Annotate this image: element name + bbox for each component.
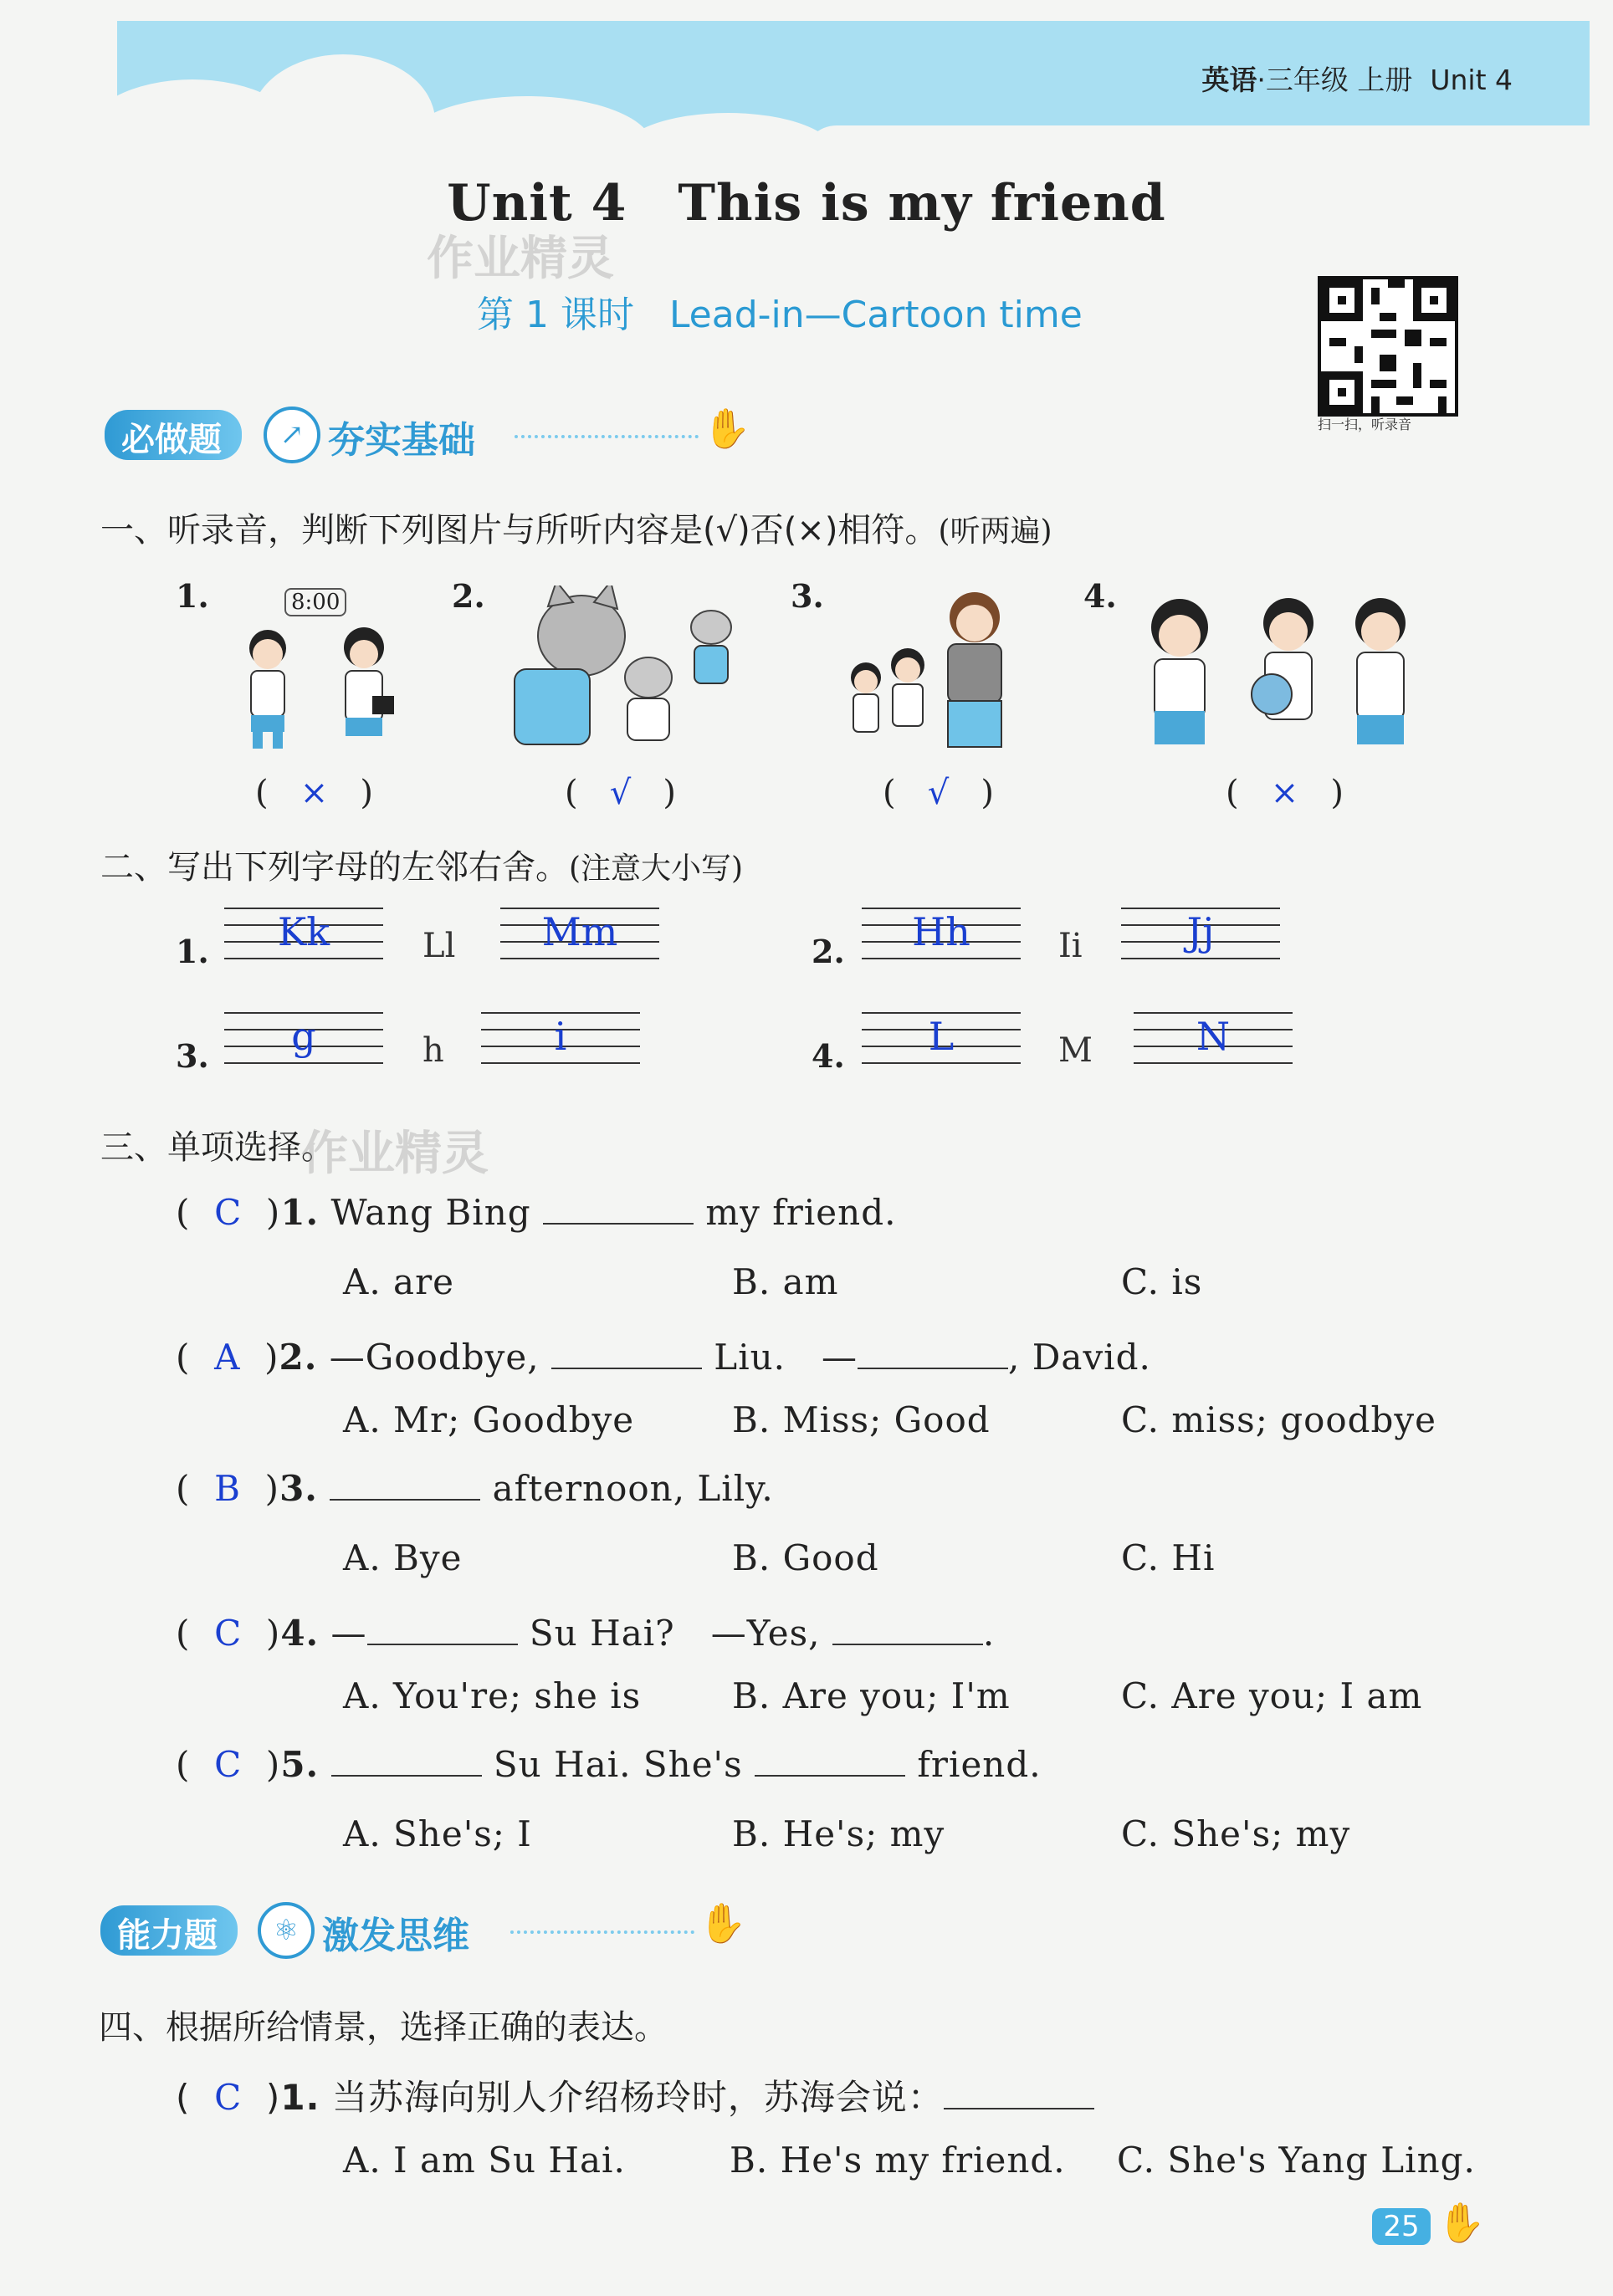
given-letter: Ll: [422, 927, 456, 965]
subject-label: 英语: [1201, 64, 1257, 96]
three-children-illustration: [1129, 586, 1439, 753]
answer-mark: √: [609, 774, 632, 812]
option-a[interactable]: A. Mr; Goodbye: [343, 1399, 635, 1440]
answer-blank[interactable]: [858, 1339, 1008, 1369]
answer-mark: ×: [300, 774, 329, 812]
item-number: 2.: [812, 933, 845, 970]
item-number: 2.: [279, 1337, 318, 1378]
ok-hand-icon: ✋: [1437, 2200, 1486, 2245]
writing-lines[interactable]: [1134, 1012, 1293, 1076]
section-title: 夯实基础: [328, 419, 475, 462]
answer-paren[interactable]: ( × ): [255, 774, 374, 812]
answer-letter: Jj: [1186, 909, 1215, 954]
page-title: Unit 4 This is my friend: [447, 174, 1166, 233]
atom-icon: ⚛: [258, 1902, 315, 1959]
option-c[interactable]: C. She's Yang Ling.: [1117, 2140, 1476, 2181]
writing-lines[interactable]: [500, 908, 659, 971]
answer-letter: N: [1196, 1014, 1231, 1059]
watermark: 作业精灵: [427, 232, 614, 286]
q1-note: (听两遍): [938, 514, 1052, 549]
option-b[interactable]: B. He's my friend.: [730, 2140, 1066, 2181]
question-row: ( C )1. 当苏海向别人介绍杨玲时，苏海会说：: [176, 2070, 1094, 2120]
writing-lines[interactable]: [862, 908, 1021, 971]
item-number: 1.: [280, 2077, 320, 2118]
q1-heading: 一、听录音，判断下列图片与所听内容是(√)否(×)相符。: [100, 511, 939, 550]
answer-choice[interactable]: B: [214, 1468, 241, 1509]
qr-caption: 扫一扫，听录音: [1318, 417, 1412, 432]
question-row: ( A )2. —Goodbye, Liu. — , David.: [176, 1337, 1151, 1378]
question-text: Su Hai. She's: [493, 1744, 743, 1785]
section-badge: 必做题: [105, 410, 242, 460]
answer-mark: ×: [1270, 774, 1299, 812]
qr-code[interactable]: [1318, 276, 1458, 417]
answer-letter: L: [928, 1014, 955, 1059]
answer-choice[interactable]: C: [214, 1192, 243, 1233]
question-row: ( B )3. afternoon, Lily.: [176, 1468, 774, 1509]
teacher-children-illustration: [841, 586, 1042, 753]
answer-blank[interactable]: [367, 1615, 518, 1645]
given-letter: h: [422, 1031, 444, 1070]
answer-choice[interactable]: C: [214, 1613, 243, 1654]
answer-choice[interactable]: C: [214, 1744, 243, 1785]
given-letter: M: [1058, 1031, 1093, 1070]
chart-trend-icon: ↗: [264, 407, 320, 463]
question-text: 当苏海向别人介绍杨玲时，苏海会说：: [331, 2077, 944, 2118]
question-heading: 三、单项选择。: [100, 1128, 335, 1167]
unit-label: Unit 4: [1430, 64, 1513, 96]
answer-choice[interactable]: C: [214, 2077, 243, 2118]
option-c[interactable]: C. miss; goodbye: [1121, 1399, 1437, 1440]
question-heading: [100, 504, 1052, 551]
option-a[interactable]: A. She's; I: [343, 1813, 532, 1854]
answer-blank[interactable]: [944, 2079, 1094, 2109]
item-number: 3.: [176, 1037, 209, 1075]
question-row: ( C )4. — Su Hai? —Yes, .: [176, 1613, 996, 1654]
given-letter: Ii: [1058, 927, 1083, 965]
question-text: —: [330, 1613, 367, 1654]
item-number: 4.: [280, 1613, 320, 1654]
question-text: afternoon, Lily.: [492, 1468, 774, 1509]
writing-lines[interactable]: [224, 1012, 383, 1076]
ok-hand-icon: ✋: [699, 1900, 747, 1946]
question-row: ( C )1. Wang Bing my friend.: [176, 1192, 897, 1233]
option-c[interactable]: C. She's; my: [1121, 1813, 1351, 1854]
question-text: , David.: [1008, 1337, 1151, 1378]
q2-heading: 二、写出下列字母的左邻右舍。: [100, 848, 569, 887]
option-b[interactable]: B. Miss; Good: [732, 1399, 991, 1440]
question-text: .: [982, 1613, 996, 1654]
watermark: 作业精灵: [301, 1127, 489, 1181]
answer-blank[interactable]: [331, 1746, 482, 1777]
item-number: 3.: [279, 1468, 318, 1509]
option-b[interactable]: B. He's; my: [732, 1813, 945, 1854]
item-number: 4.: [812, 1037, 845, 1075]
ok-hand-icon: ✋: [703, 406, 751, 451]
answer-paren[interactable]: ( √ ): [883, 774, 994, 812]
question-text: Liu. —: [714, 1337, 858, 1378]
answer-letter: Hh: [912, 909, 970, 954]
answer-blank[interactable]: [543, 1194, 694, 1225]
item-number: 1.: [176, 933, 209, 970]
header-tag: [1201, 59, 1513, 98]
item-number: 4.: [1083, 577, 1117, 615]
divider: [515, 435, 699, 438]
q2-note: (注意大小写): [569, 851, 744, 886]
answer-letter: i: [554, 1014, 567, 1059]
question-heading: [100, 841, 743, 888]
answer-blank[interactable]: [832, 1615, 983, 1645]
answer-blank[interactable]: [755, 1746, 905, 1777]
question-text: friend.: [917, 1744, 1042, 1785]
option-b[interactable]: B. am: [732, 1261, 839, 1302]
writing-lines[interactable]: [481, 1012, 640, 1076]
question-row: ( C )5. Su Hai. She's friend.: [176, 1744, 1042, 1785]
answer-paren[interactable]: ( × ): [1226, 774, 1344, 812]
option-b[interactable]: B. Are you; I'm: [732, 1675, 1011, 1716]
answer-letter: Mm: [541, 909, 618, 954]
answer-letter: Kk: [277, 909, 330, 954]
qr-pattern-icon: [1321, 279, 1455, 413]
divider: [510, 1930, 694, 1934]
item-number: 1.: [176, 577, 209, 615]
item-number: 2.: [452, 577, 485, 615]
option-b[interactable]: B. Good: [732, 1537, 879, 1578]
answer-paren[interactable]: ( √ ): [565, 774, 676, 812]
question-text: Wang Bing: [330, 1192, 531, 1233]
lesson-label: 第 1 课时: [477, 294, 634, 336]
option-c[interactable]: C. is: [1121, 1261, 1203, 1302]
item-number: 3.: [791, 577, 824, 615]
question-heading: 四、根据所给情景，选择正确的表达。: [99, 2008, 668, 2047]
item-number: 1.: [280, 1192, 320, 1233]
section-title: 激发思维: [322, 1915, 469, 1957]
option-a[interactable]: A. I am Su Hai.: [343, 2140, 626, 2181]
lesson-name: Lead-in—Cartoon time: [668, 294, 1083, 336]
question-text: Su Hai? —Yes,: [529, 1613, 821, 1654]
boy-girl-illustration: [226, 619, 410, 753]
option-c[interactable]: C. Are you; I am: [1121, 1675, 1423, 1716]
item-number: 5.: [280, 1744, 320, 1785]
option-a[interactable]: A. Bye: [343, 1537, 463, 1578]
lesson-subtitle: [477, 284, 1083, 338]
section-badge: 能力题: [100, 1905, 238, 1956]
clock-label: 8:00: [284, 588, 346, 616]
page-number: 25: [1372, 2208, 1431, 2245]
writing-lines[interactable]: [224, 908, 383, 971]
grade-label: ·三年级 上册: [1257, 64, 1413, 96]
writing-lines[interactable]: [1121, 908, 1280, 971]
answer-blank[interactable]: [330, 1470, 480, 1501]
question-text: —Goodbye,: [329, 1337, 540, 1378]
writing-lines[interactable]: [862, 1012, 1021, 1076]
question-text: my friend.: [705, 1192, 897, 1233]
answer-mark: √: [927, 774, 950, 812]
answer-letter: g: [291, 1014, 316, 1059]
option-c[interactable]: C. Hi: [1121, 1537, 1216, 1578]
option-a[interactable]: A. You're; she is: [343, 1675, 642, 1716]
answer-blank[interactable]: [551, 1339, 702, 1369]
answer-choice[interactable]: A: [214, 1337, 241, 1378]
option-a[interactable]: A. are: [343, 1261, 455, 1302]
cat-mice-illustration: [502, 586, 745, 753]
